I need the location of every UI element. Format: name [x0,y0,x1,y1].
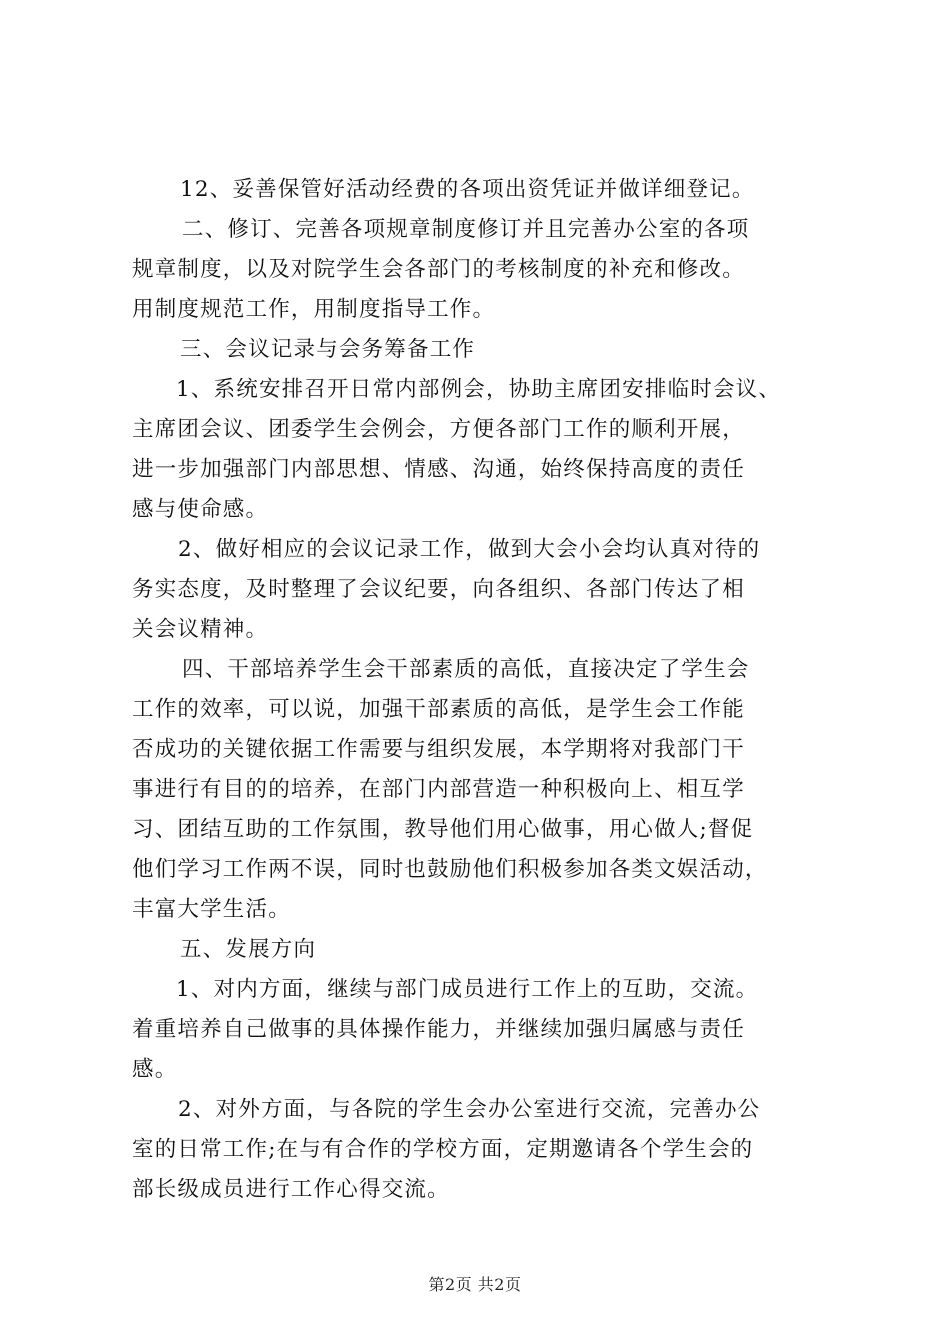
paragraph-line: 进一步加强部门内部思想、情感、沟通，始终保持高度的责任 [132,457,745,482]
paragraph-line: 主席团会议、团委学生会例会，方便各部门工作的顺利开展， [132,417,745,442]
paragraph-line: 习、团结互助的工作氛围，教导他们用心做事，用心做人;督促 [132,817,754,842]
paragraph-line: 关会议精神。 [132,617,269,642]
paragraph-line: 室的日常工作;在与有合作的学校方面，定期邀请各个学生会的 [132,1137,754,1162]
paragraph-line: 感与使命感。 [132,497,269,522]
paragraph-line: 2、做好相应的会议记录工作，做到大会小会均认真对待的 [178,537,761,562]
document-body [132,170,832,1210]
paragraph-line: 部长级成员进行工作心得交流。 [132,1177,450,1202]
paragraph-line: 感。 [132,1057,178,1082]
paragraph-line: 事进行有目的的培养，在部门内部营造一种积极向上、相互学 [132,777,745,802]
paragraph-line: 1、系统安排召开日常内部例会，协助主席团安排临时会议、 [176,377,782,402]
paragraph-line: 否成功的关键依据工作需要与组织发展，本学期将对我部门干 [132,737,745,762]
paragraph-line: 务实态度，及时整理了会议纪要，向各组织、各部门传达了相 [132,577,745,602]
section-heading-line: 五、发展方向 [180,937,317,962]
paragraph-line: 他们学习工作两不误，同时也鼓励他们积极参加各类文娱活动， [132,857,768,882]
paragraph-line: 着重培养自己做事的具体操作能力，并继续加强归属感与责任 [132,1017,745,1042]
paragraph-line: 规章制度，以及对院学生会各部门的考核制度的补充和修改。 [132,257,745,282]
section-heading-line: 三、会议记录与会务筹备工作 [180,337,476,362]
paragraph-line: 2、对外方面，与各院的学生会办公室进行交流，完善办公 [178,1097,761,1122]
paragraph-line: 丰富大学生活。 [132,897,291,922]
paragraph-line: 工作的效率，可以说，加强干部素质的高低，是学生会工作能 [132,697,745,722]
section-heading-line: 四、干部培养学生会干部素质的高低，直接决定了学生会 [182,657,750,682]
page-number-footer: 第2页 共2页 [428,1275,522,1294]
section-heading-line: 二、修订、完善各项规章制度修订并且完善办公室的各项 [182,217,750,242]
paragraph-line: 用制度规范工作，用制度指导工作。 [132,297,496,322]
paragraph-line: 1、对内方面，继续与部门成员进行工作上的互助，交流。 [176,977,759,1002]
paragraph-line: 12、妥善保管好活动经费的各项出资凭证并做详细登记。 [180,177,755,202]
